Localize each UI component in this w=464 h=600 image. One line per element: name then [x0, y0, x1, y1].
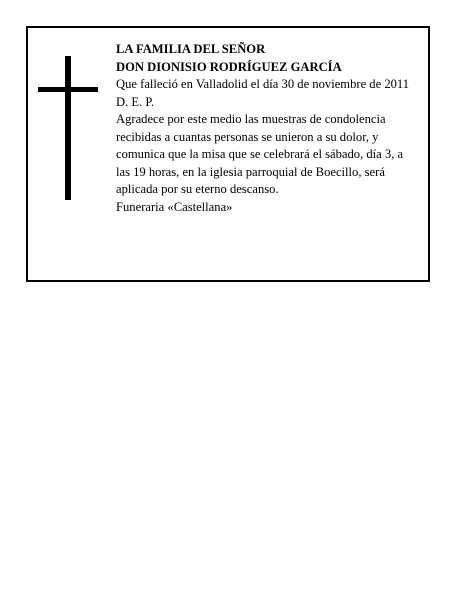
death-statement: Que falleció en Valladolid el día 30 de noviembre de 2011 — [116, 77, 410, 91]
obituary-notice — [26, 26, 430, 282]
deceased-name: DON DIONISIO RODRÍGUEZ GARCÍA — [116, 59, 342, 74]
cross-horizontal-bar — [38, 87, 98, 92]
rip-abbreviation: D. E. P. — [116, 94, 155, 109]
acknowledgement-paragraph: Agradece por este medio las muestras de condolencia recibidas a cuantas personas se unieron a su dolor, y comunica que la misa que se celebrará el sábado, día 3, a las 19 horas, en la iglesia parroquial de Boecillo, será aplicada por su eterno descanso. — [116, 112, 404, 196]
cross-vertical-bar — [65, 56, 71, 200]
notice-text — [116, 41, 420, 216]
family-heading: LA FAMILIA DEL SEÑOR — [116, 42, 266, 56]
funeral-home: Funeraria «Castellana» — [116, 199, 233, 214]
latin-cross-icon — [38, 56, 98, 200]
